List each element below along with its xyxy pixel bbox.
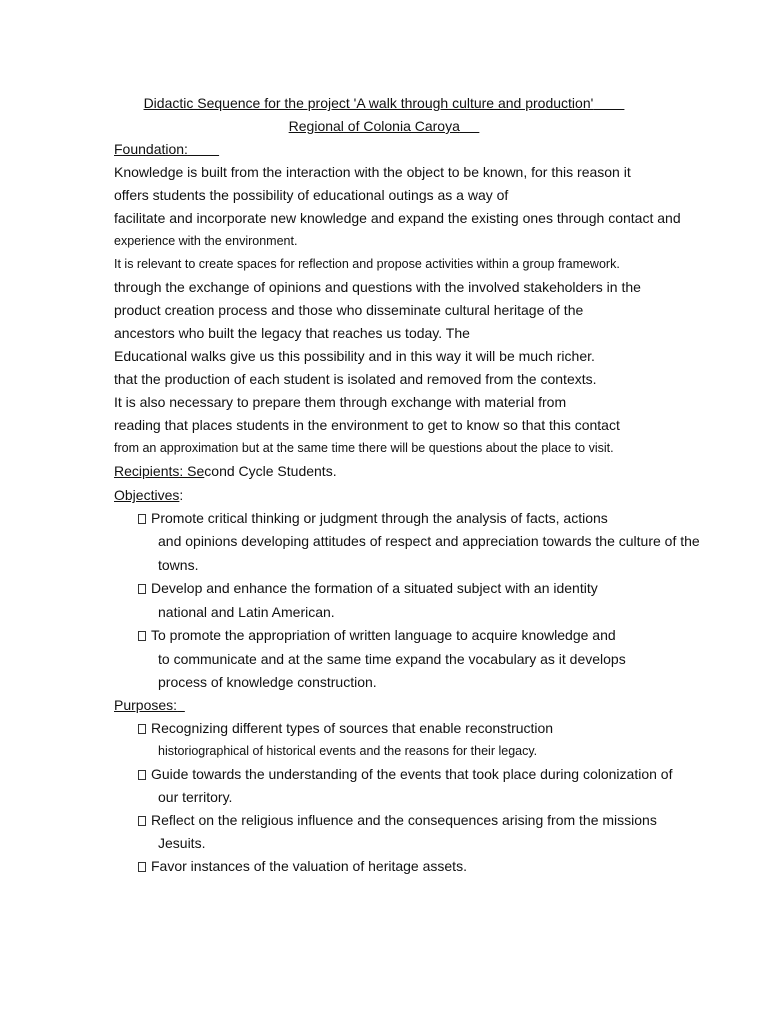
purpose-item: [138, 811, 657, 829]
purpose-item: [138, 719, 553, 737]
purpose-continuation: historiographical of historical events and the reasons for their legacy.: [158, 744, 538, 758]
foundation-line: through the exchange of opinions and questions with the involved stakeholders in the: [114, 279, 641, 295]
purpose-text: Favor instances of the valuation of heritage assets.: [151, 858, 467, 874]
objectives-heading-text: Objectives: [114, 487, 180, 503]
bullet-box-icon: [138, 584, 146, 594]
objective-continuation: process of knowledge construction.: [158, 674, 377, 690]
recipients-value: cond Cycle Students.: [204, 463, 337, 479]
objective-item: [138, 626, 616, 644]
objective-text: Develop and enhance the formation of a situated subject with an identity: [151, 580, 598, 596]
bullet-box-icon: [138, 770, 146, 780]
foundation-heading-text: Foundation:: [114, 141, 188, 157]
objectives-colon: :: [179, 487, 184, 503]
foundation-line: Educational walks give us this possibility and in this way it will be much richer.: [114, 348, 595, 364]
foundation-line: from an approximation but at the same time there will be questions about the place to visit.: [114, 441, 614, 455]
objective-continuation: and opinions developing attitudes of respect and appreciation towards the culture of the: [158, 533, 700, 549]
foundation-line: experience with the environment.: [114, 234, 298, 248]
purpose-text: Recognizing different types of sources that enable reconstruction: [151, 720, 554, 736]
objectives-heading: [114, 486, 183, 504]
document-subtitle: [0, 117, 768, 135]
title-line-1: Didactic Sequence for the project 'A walk through culture and production': [143, 95, 594, 111]
foundation-heading: [114, 140, 219, 158]
objective-item: [138, 579, 598, 597]
foundation-line: offers students the possibility of educational outings as a way of: [114, 187, 509, 203]
recipients-line: [114, 462, 337, 480]
objective-item: [138, 509, 608, 527]
purpose-continuation: our territory.: [158, 789, 233, 805]
purposes-heading: [114, 696, 185, 714]
foundation-line: It is relevant to create spaces for reflection and propose activities within a group framework.: [114, 257, 620, 271]
bullet-box-icon: [138, 862, 146, 872]
bullet-box-icon: [138, 631, 146, 641]
bullet-box-icon: [138, 724, 146, 734]
foundation-line: product creation process and those who disseminate cultural heritage of the: [114, 302, 584, 318]
purposes-heading-text: Purposes:: [114, 697, 178, 713]
foundation-line: ancestors who built the legacy that reaches us today. The: [114, 325, 470, 341]
foundation-line: reading that places students in the environment to get to know so that this contact: [114, 417, 620, 433]
foundation-line: that the production of each student is isolated and removed from the contexts.: [114, 371, 597, 387]
objective-continuation: to communicate and at the same time expand the vocabulary as it develops: [158, 651, 626, 667]
bullet-box-icon: [138, 514, 146, 524]
objective-text: To promote the appropriation of written language to acquire knowledge and: [151, 627, 616, 643]
bullet-box-icon: [138, 816, 146, 826]
objective-continuation: national and Latin American.: [158, 604, 335, 620]
foundation-line: facilitate and incorporate new knowledge and expand the existing ones through contact and: [114, 210, 681, 226]
foundation-line: Knowledge is built from the interaction with the object to be known, for this reason it: [114, 164, 631, 180]
purpose-continuation: Jesuits.: [158, 835, 206, 851]
purpose-item: [138, 857, 467, 875]
foundation-line: It is also necessary to prepare them through exchange with material from: [114, 394, 567, 410]
objective-text: Promote critical thinking or judgment through the analysis of facts, actions: [151, 510, 608, 526]
objective-continuation: towns.: [158, 557, 199, 573]
title-line-2: Regional of Colonia Caroya: [288, 118, 460, 134]
purpose-text: Reflect on the religious influence and the consequences arising from the missions: [151, 812, 657, 828]
purpose-item: [138, 765, 672, 783]
document-title: [0, 94, 768, 112]
purpose-text: Guide towards the understanding of the events that took place during colonization of: [151, 766, 673, 782]
recipients-label: Recipients: Se: [114, 463, 205, 479]
